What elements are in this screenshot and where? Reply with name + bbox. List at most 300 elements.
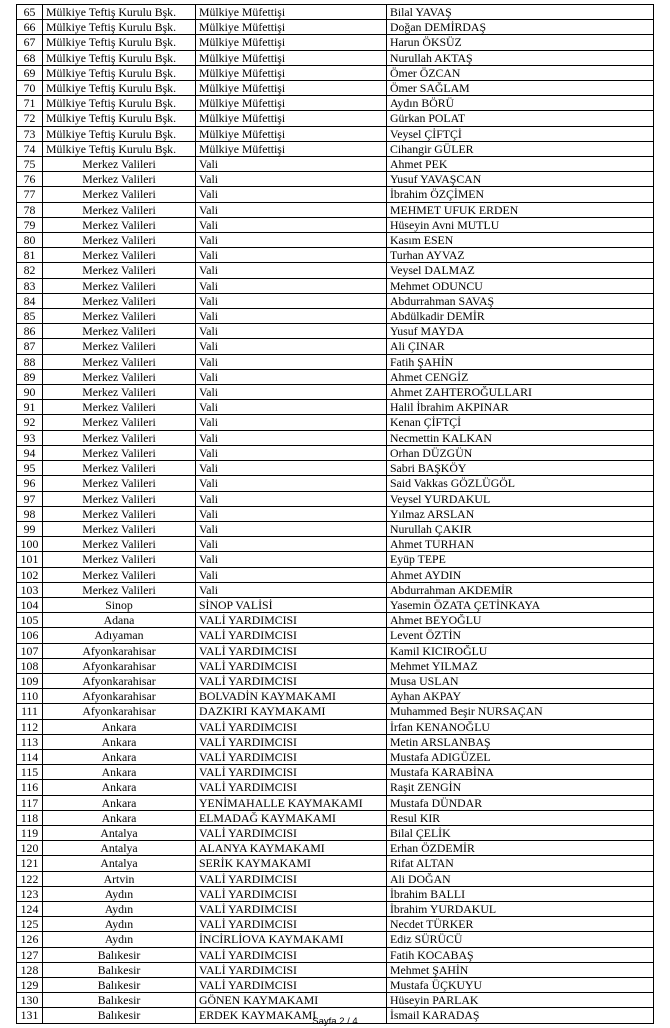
row-number: 117 xyxy=(17,795,43,810)
table-row xyxy=(17,901,654,916)
row-number: 127 xyxy=(17,947,43,962)
title-cell: Vali xyxy=(196,233,387,248)
name-cell: Mustafa KARABİNA xyxy=(387,765,654,780)
title-cell: İNCİRLİOVA KAYMAKAMI xyxy=(196,932,387,947)
table-row xyxy=(17,35,654,50)
unit-cell: Ankara xyxy=(43,749,196,764)
name-cell: Ali DOĞAN xyxy=(387,871,654,886)
name-cell: Kamil KICIROĞLU xyxy=(387,643,654,658)
unit-cell: Mülkiye Teftiş Kurulu Bşk. xyxy=(43,50,196,65)
row-number: 120 xyxy=(17,841,43,856)
name-cell: Hüseyin PARLAK xyxy=(387,993,654,1008)
unit-cell: Afyonkarahisar xyxy=(43,704,196,719)
row-number: 104 xyxy=(17,597,43,612)
unit-cell: Merkez Valileri xyxy=(43,157,196,172)
title-cell: Mülkiye Müfettişi xyxy=(196,20,387,35)
row-number: 100 xyxy=(17,537,43,552)
row-number: 86 xyxy=(17,324,43,339)
title-cell: Vali xyxy=(196,339,387,354)
title-cell: DAZKIRI KAYMAKAMI xyxy=(196,704,387,719)
name-cell: Fatih ŞAHİN xyxy=(387,354,654,369)
name-cell: Yusuf MAYDA xyxy=(387,324,654,339)
table-row xyxy=(17,202,654,217)
unit-cell: Merkez Valileri xyxy=(43,400,196,415)
name-cell: Fatih KOCABAŞ xyxy=(387,947,654,962)
title-cell: Vali xyxy=(196,567,387,582)
table-row xyxy=(17,172,654,187)
unit-cell: Merkez Valileri xyxy=(43,202,196,217)
table-row xyxy=(17,841,654,856)
row-number: 98 xyxy=(17,506,43,521)
title-cell: SİNOP VALİSİ xyxy=(196,597,387,612)
row-number: 72 xyxy=(17,111,43,126)
unit-cell: Merkez Valileri xyxy=(43,461,196,476)
title-cell: ALANYA KAYMAKAMI xyxy=(196,841,387,856)
title-cell: Mülkiye Müfettişi xyxy=(196,141,387,156)
title-cell: Vali xyxy=(196,309,387,324)
unit-cell: Merkez Valileri xyxy=(43,430,196,445)
title-cell: VALİ YARDIMCISI xyxy=(196,673,387,688)
row-number: 84 xyxy=(17,293,43,308)
title-cell: Vali xyxy=(196,278,387,293)
table-row xyxy=(17,339,654,354)
table-row xyxy=(17,65,654,80)
table-row xyxy=(17,506,654,521)
title-cell: Vali xyxy=(196,415,387,430)
name-cell: Nurullah AKTAŞ xyxy=(387,50,654,65)
table-row xyxy=(17,658,654,673)
name-cell: Said Vakkas GÖZLÜGÖL xyxy=(387,476,654,491)
title-cell: VALİ YARDIMCISI xyxy=(196,719,387,734)
unit-cell: Merkez Valileri xyxy=(43,293,196,308)
name-cell: Ahmet BEYOĞLU xyxy=(387,613,654,628)
personnel-table xyxy=(16,4,654,1024)
table-row xyxy=(17,461,654,476)
row-number: 75 xyxy=(17,157,43,172)
table-row xyxy=(17,856,654,871)
unit-cell: Merkez Valileri xyxy=(43,233,196,248)
name-cell: Eyüp TEPE xyxy=(387,552,654,567)
row-number: 131 xyxy=(17,1008,43,1023)
unit-cell: Adana xyxy=(43,613,196,628)
unit-cell: Merkez Valileri xyxy=(43,521,196,536)
table-row xyxy=(17,947,654,962)
title-cell: Vali xyxy=(196,445,387,460)
row-number: 109 xyxy=(17,673,43,688)
table-row xyxy=(17,978,654,993)
unit-cell: Ankara xyxy=(43,719,196,734)
unit-cell: Afyonkarahisar xyxy=(43,643,196,658)
unit-cell: Mülkiye Teftiş Kurulu Bşk. xyxy=(43,126,196,141)
row-number: 93 xyxy=(17,430,43,445)
row-number: 79 xyxy=(17,217,43,232)
unit-cell: Aydın xyxy=(43,901,196,916)
name-cell: Yasemin ÖZATA ÇETİNKAYA xyxy=(387,597,654,612)
name-cell: Resul KIR xyxy=(387,810,654,825)
unit-cell: Ankara xyxy=(43,765,196,780)
table-row xyxy=(17,415,654,430)
unit-cell: Balıkesir xyxy=(43,993,196,1008)
title-cell: VALİ YARDIMCISI xyxy=(196,825,387,840)
unit-cell: Ankara xyxy=(43,780,196,795)
row-number: 121 xyxy=(17,856,43,871)
table-row xyxy=(17,567,654,582)
title-cell: Vali xyxy=(196,476,387,491)
row-number: 77 xyxy=(17,187,43,202)
name-cell: Nurullah ÇAKIR xyxy=(387,521,654,536)
row-number: 67 xyxy=(17,35,43,50)
table-row xyxy=(17,324,654,339)
table-row xyxy=(17,613,654,628)
unit-cell: Afyonkarahisar xyxy=(43,658,196,673)
title-cell: VALİ YARDIMCISI xyxy=(196,871,387,886)
title-cell: Mülkiye Müfettişi xyxy=(196,50,387,65)
row-number: 80 xyxy=(17,233,43,248)
name-cell: Mehmet ODUNCU xyxy=(387,278,654,293)
unit-cell: Balıkesir xyxy=(43,947,196,962)
unit-cell: Aydın xyxy=(43,932,196,947)
title-cell: Vali xyxy=(196,157,387,172)
page-footer: Sayfa 2 / 4 xyxy=(312,1016,358,1027)
title-cell: VALİ YARDIMCISI xyxy=(196,901,387,916)
row-number: 89 xyxy=(17,369,43,384)
title-cell: Mülkiye Müfettişi xyxy=(196,65,387,80)
title-cell: Mülkiye Müfettişi xyxy=(196,96,387,111)
name-cell: Ahmet CENGİZ xyxy=(387,369,654,384)
title-cell: Mülkiye Müfettişi xyxy=(196,111,387,126)
table-body xyxy=(17,5,654,1024)
title-cell: BOLVADİN KAYMAKAMI xyxy=(196,689,387,704)
name-cell: Turhan AYVAZ xyxy=(387,248,654,263)
title-cell: Vali xyxy=(196,172,387,187)
name-cell: Abdülkadir DEMİR xyxy=(387,309,654,324)
table-row xyxy=(17,689,654,704)
table-row xyxy=(17,278,654,293)
name-cell: Ahmet TURHAN xyxy=(387,537,654,552)
table-row xyxy=(17,476,654,491)
row-number: 78 xyxy=(17,202,43,217)
table-row xyxy=(17,96,654,111)
row-number: 88 xyxy=(17,354,43,369)
table-row xyxy=(17,704,654,719)
title-cell: Vali xyxy=(196,202,387,217)
unit-cell: Sinop xyxy=(43,597,196,612)
row-number: 105 xyxy=(17,613,43,628)
row-number: 97 xyxy=(17,491,43,506)
table-row xyxy=(17,597,654,612)
title-cell: Mülkiye Müfettişi xyxy=(196,81,387,96)
unit-cell: Merkez Valileri xyxy=(43,537,196,552)
table-row xyxy=(17,111,654,126)
unit-cell: Merkez Valileri xyxy=(43,309,196,324)
row-number: 68 xyxy=(17,50,43,65)
unit-cell: Aydın xyxy=(43,886,196,901)
row-number: 71 xyxy=(17,96,43,111)
table-row xyxy=(17,187,654,202)
title-cell: VALİ YARDIMCISI xyxy=(196,734,387,749)
name-cell: İsmail KARADAŞ xyxy=(387,1008,654,1023)
table-row xyxy=(17,993,654,1008)
row-number: 87 xyxy=(17,339,43,354)
table-row xyxy=(17,233,654,248)
row-number: 103 xyxy=(17,582,43,597)
unit-cell: Afyonkarahisar xyxy=(43,689,196,704)
table-row xyxy=(17,50,654,65)
name-cell: MEHMET UFUK ERDEN xyxy=(387,202,654,217)
title-cell: VALİ YARDIMCISI xyxy=(196,749,387,764)
name-cell: Halil İbrahim AKPINAR xyxy=(387,400,654,415)
table-row xyxy=(17,248,654,263)
name-cell: Veysel ÇİFTÇİ xyxy=(387,126,654,141)
unit-cell: Merkez Valileri xyxy=(43,263,196,278)
table-row xyxy=(17,643,654,658)
unit-cell: Ankara xyxy=(43,734,196,749)
table-row xyxy=(17,491,654,506)
name-cell: Ömer ÖZCAN xyxy=(387,65,654,80)
title-cell: VALİ YARDIMCISI xyxy=(196,628,387,643)
name-cell: Ahmet PEK xyxy=(387,157,654,172)
table-row xyxy=(17,795,654,810)
unit-cell: Mülkiye Teftiş Kurulu Bşk. xyxy=(43,96,196,111)
title-cell: Vali xyxy=(196,293,387,308)
name-cell: Orhan DÜZGÜN xyxy=(387,445,654,460)
title-cell: Mülkiye Müfettişi xyxy=(196,5,387,20)
table-row xyxy=(17,673,654,688)
table-row xyxy=(17,537,654,552)
row-number: 94 xyxy=(17,445,43,460)
row-number: 65 xyxy=(17,5,43,20)
name-cell: Kenan ÇİFTÇİ xyxy=(387,415,654,430)
unit-cell: Merkez Valileri xyxy=(43,476,196,491)
row-number: 129 xyxy=(17,978,43,993)
table-row xyxy=(17,126,654,141)
unit-cell: Merkez Valileri xyxy=(43,217,196,232)
name-cell: Raşit ZENGİN xyxy=(387,780,654,795)
unit-cell: Aydın xyxy=(43,917,196,932)
unit-cell: Merkez Valileri xyxy=(43,324,196,339)
name-cell: Mustafa ADIGÜZEL xyxy=(387,749,654,764)
name-cell: Doğan DEMİRDAŞ xyxy=(387,20,654,35)
unit-cell: Antalya xyxy=(43,841,196,856)
row-number: 125 xyxy=(17,917,43,932)
title-cell: Vali xyxy=(196,324,387,339)
unit-cell: Merkez Valileri xyxy=(43,187,196,202)
title-cell: Mülkiye Müfettişi xyxy=(196,35,387,50)
title-cell: SERİK KAYMAKAMI xyxy=(196,856,387,871)
unit-cell: Ankara xyxy=(43,795,196,810)
row-number: 70 xyxy=(17,81,43,96)
name-cell: Ayhan AKPAY xyxy=(387,689,654,704)
name-cell: Abdurrahman SAVAŞ xyxy=(387,293,654,308)
name-cell: İbrahim YURDAKUL xyxy=(387,901,654,916)
name-cell: Cihangir GÜLER xyxy=(387,141,654,156)
table-row xyxy=(17,521,654,536)
title-cell: Vali xyxy=(196,430,387,445)
row-number: 83 xyxy=(17,278,43,293)
unit-cell: Mülkiye Teftiş Kurulu Bşk. xyxy=(43,20,196,35)
table-row xyxy=(17,20,654,35)
unit-cell: Merkez Valileri xyxy=(43,369,196,384)
unit-cell: Merkez Valileri xyxy=(43,567,196,582)
title-cell: Vali xyxy=(196,369,387,384)
name-cell: Necdet TÜRKER xyxy=(387,917,654,932)
title-cell: VALİ YARDIMCISI xyxy=(196,886,387,901)
title-cell: Vali xyxy=(196,461,387,476)
unit-cell: Antalya xyxy=(43,825,196,840)
table-row xyxy=(17,5,654,20)
title-cell: Vali xyxy=(196,217,387,232)
row-number: 119 xyxy=(17,825,43,840)
title-cell: Vali xyxy=(196,263,387,278)
unit-cell: Merkez Valileri xyxy=(43,172,196,187)
name-cell: Mehmet ŞAHİN xyxy=(387,962,654,977)
table-row xyxy=(17,369,654,384)
name-cell: Hüseyin Avni MUTLU xyxy=(387,217,654,232)
row-number: 124 xyxy=(17,901,43,916)
row-number: 102 xyxy=(17,567,43,582)
name-cell: Mustafa ÜÇKUYU xyxy=(387,978,654,993)
title-cell: Vali xyxy=(196,506,387,521)
unit-cell: Mülkiye Teftiş Kurulu Bşk. xyxy=(43,81,196,96)
name-cell: Ömer SAĞLAM xyxy=(387,81,654,96)
title-cell: Vali xyxy=(196,521,387,536)
unit-cell: Merkez Valileri xyxy=(43,354,196,369)
name-cell: Kasım ESEN xyxy=(387,233,654,248)
row-number: 122 xyxy=(17,871,43,886)
name-cell: Erhan ÖZDEMİR xyxy=(387,841,654,856)
row-number: 82 xyxy=(17,263,43,278)
unit-cell: Antalya xyxy=(43,856,196,871)
title-cell: VALİ YARDIMCISI xyxy=(196,947,387,962)
name-cell: Sabri BAŞKÖY xyxy=(387,461,654,476)
unit-cell: Balıkesir xyxy=(43,978,196,993)
row-number: 69 xyxy=(17,65,43,80)
table-row xyxy=(17,932,654,947)
name-cell: Yılmaz ARSLAN xyxy=(387,506,654,521)
row-number: 91 xyxy=(17,400,43,415)
row-number: 128 xyxy=(17,962,43,977)
row-number: 115 xyxy=(17,765,43,780)
name-cell: Necmettin KALKAN xyxy=(387,430,654,445)
name-cell: Ediz SÜRÜCÜ xyxy=(387,932,654,947)
name-cell: Rifat ALTAN xyxy=(387,856,654,871)
title-cell: Vali xyxy=(196,552,387,567)
row-number: 111 xyxy=(17,704,43,719)
title-cell: YENİMAHALLE KAYMAKAMI xyxy=(196,795,387,810)
table-row xyxy=(17,962,654,977)
row-number: 73 xyxy=(17,126,43,141)
table-row xyxy=(17,141,654,156)
row-number: 81 xyxy=(17,248,43,263)
name-cell: Ahmet ZAHTEROĞULLARI xyxy=(387,385,654,400)
name-cell: İbrahim ÖZÇİMEN xyxy=(387,187,654,202)
table-row xyxy=(17,886,654,901)
title-cell: VALİ YARDIMCISI xyxy=(196,765,387,780)
table-row xyxy=(17,810,654,825)
row-number: 108 xyxy=(17,658,43,673)
name-cell: Gürkan POLAT xyxy=(387,111,654,126)
table-row xyxy=(17,628,654,643)
title-cell: Vali xyxy=(196,248,387,263)
title-cell: VALİ YARDIMCISI xyxy=(196,658,387,673)
title-cell: Vali xyxy=(196,537,387,552)
unit-cell: Mülkiye Teftiş Kurulu Bşk. xyxy=(43,65,196,80)
name-cell: Ali ÇINAR xyxy=(387,339,654,354)
title-cell: Mülkiye Müfettişi xyxy=(196,126,387,141)
unit-cell: Merkez Valileri xyxy=(43,278,196,293)
row-number: 90 xyxy=(17,385,43,400)
title-cell: VALİ YARDIMCISI xyxy=(196,613,387,628)
table-row xyxy=(17,734,654,749)
name-cell: Musa USLAN xyxy=(387,673,654,688)
title-cell: VALİ YARDIMCISI xyxy=(196,780,387,795)
name-cell: Mehmet YILMAZ xyxy=(387,658,654,673)
row-number: 123 xyxy=(17,886,43,901)
unit-cell: Balıkesir xyxy=(43,962,196,977)
table-row xyxy=(17,917,654,932)
table-row xyxy=(17,825,654,840)
name-cell: Yusuf YAVAŞCAN xyxy=(387,172,654,187)
row-number: 126 xyxy=(17,932,43,947)
name-cell: Muhammed Beşir NURSAÇAN xyxy=(387,704,654,719)
name-cell: Abdurrahman AKDEMİR xyxy=(387,582,654,597)
table-row xyxy=(17,871,654,886)
unit-cell: Merkez Valileri xyxy=(43,415,196,430)
name-cell: Mustafa DÜNDAR xyxy=(387,795,654,810)
name-cell: Veysel YURDAKUL xyxy=(387,491,654,506)
unit-cell: Merkez Valileri xyxy=(43,385,196,400)
table-row xyxy=(17,309,654,324)
row-number: 99 xyxy=(17,521,43,536)
row-number: 76 xyxy=(17,172,43,187)
unit-cell: Mülkiye Teftiş Kurulu Bşk. xyxy=(43,5,196,20)
unit-cell: Artvin xyxy=(43,871,196,886)
unit-cell: Merkez Valileri xyxy=(43,491,196,506)
unit-cell: Afyonkarahisar xyxy=(43,673,196,688)
title-cell: ELMADAĞ KAYMAKAMI xyxy=(196,810,387,825)
title-cell: Vali xyxy=(196,582,387,597)
unit-cell: Merkez Valileri xyxy=(43,582,196,597)
title-cell: ERDEK KAYMAKAMI xyxy=(196,1008,387,1023)
row-number: 110 xyxy=(17,689,43,704)
row-number: 106 xyxy=(17,628,43,643)
row-number: 101 xyxy=(17,552,43,567)
title-cell: Vali xyxy=(196,354,387,369)
unit-cell: Adıyaman xyxy=(43,628,196,643)
unit-cell: Merkez Valileri xyxy=(43,506,196,521)
unit-cell: Ankara xyxy=(43,810,196,825)
table-row xyxy=(17,400,654,415)
row-number: 130 xyxy=(17,993,43,1008)
table-row xyxy=(17,582,654,597)
unit-cell: Mülkiye Teftiş Kurulu Bşk. xyxy=(43,141,196,156)
title-cell: VALİ YARDIMCISI xyxy=(196,962,387,977)
unit-cell: Merkez Valileri xyxy=(43,248,196,263)
row-number: 114 xyxy=(17,749,43,764)
row-number: 95 xyxy=(17,461,43,476)
name-cell: Veysel DALMAZ xyxy=(387,263,654,278)
name-cell: Bilal ÇELİK xyxy=(387,825,654,840)
table-row xyxy=(17,217,654,232)
title-cell: Vali xyxy=(196,385,387,400)
row-number: 118 xyxy=(17,810,43,825)
row-number: 66 xyxy=(17,20,43,35)
row-number: 116 xyxy=(17,780,43,795)
unit-cell: Merkez Valileri xyxy=(43,445,196,460)
table-row xyxy=(17,157,654,172)
row-number: 92 xyxy=(17,415,43,430)
row-number: 112 xyxy=(17,719,43,734)
